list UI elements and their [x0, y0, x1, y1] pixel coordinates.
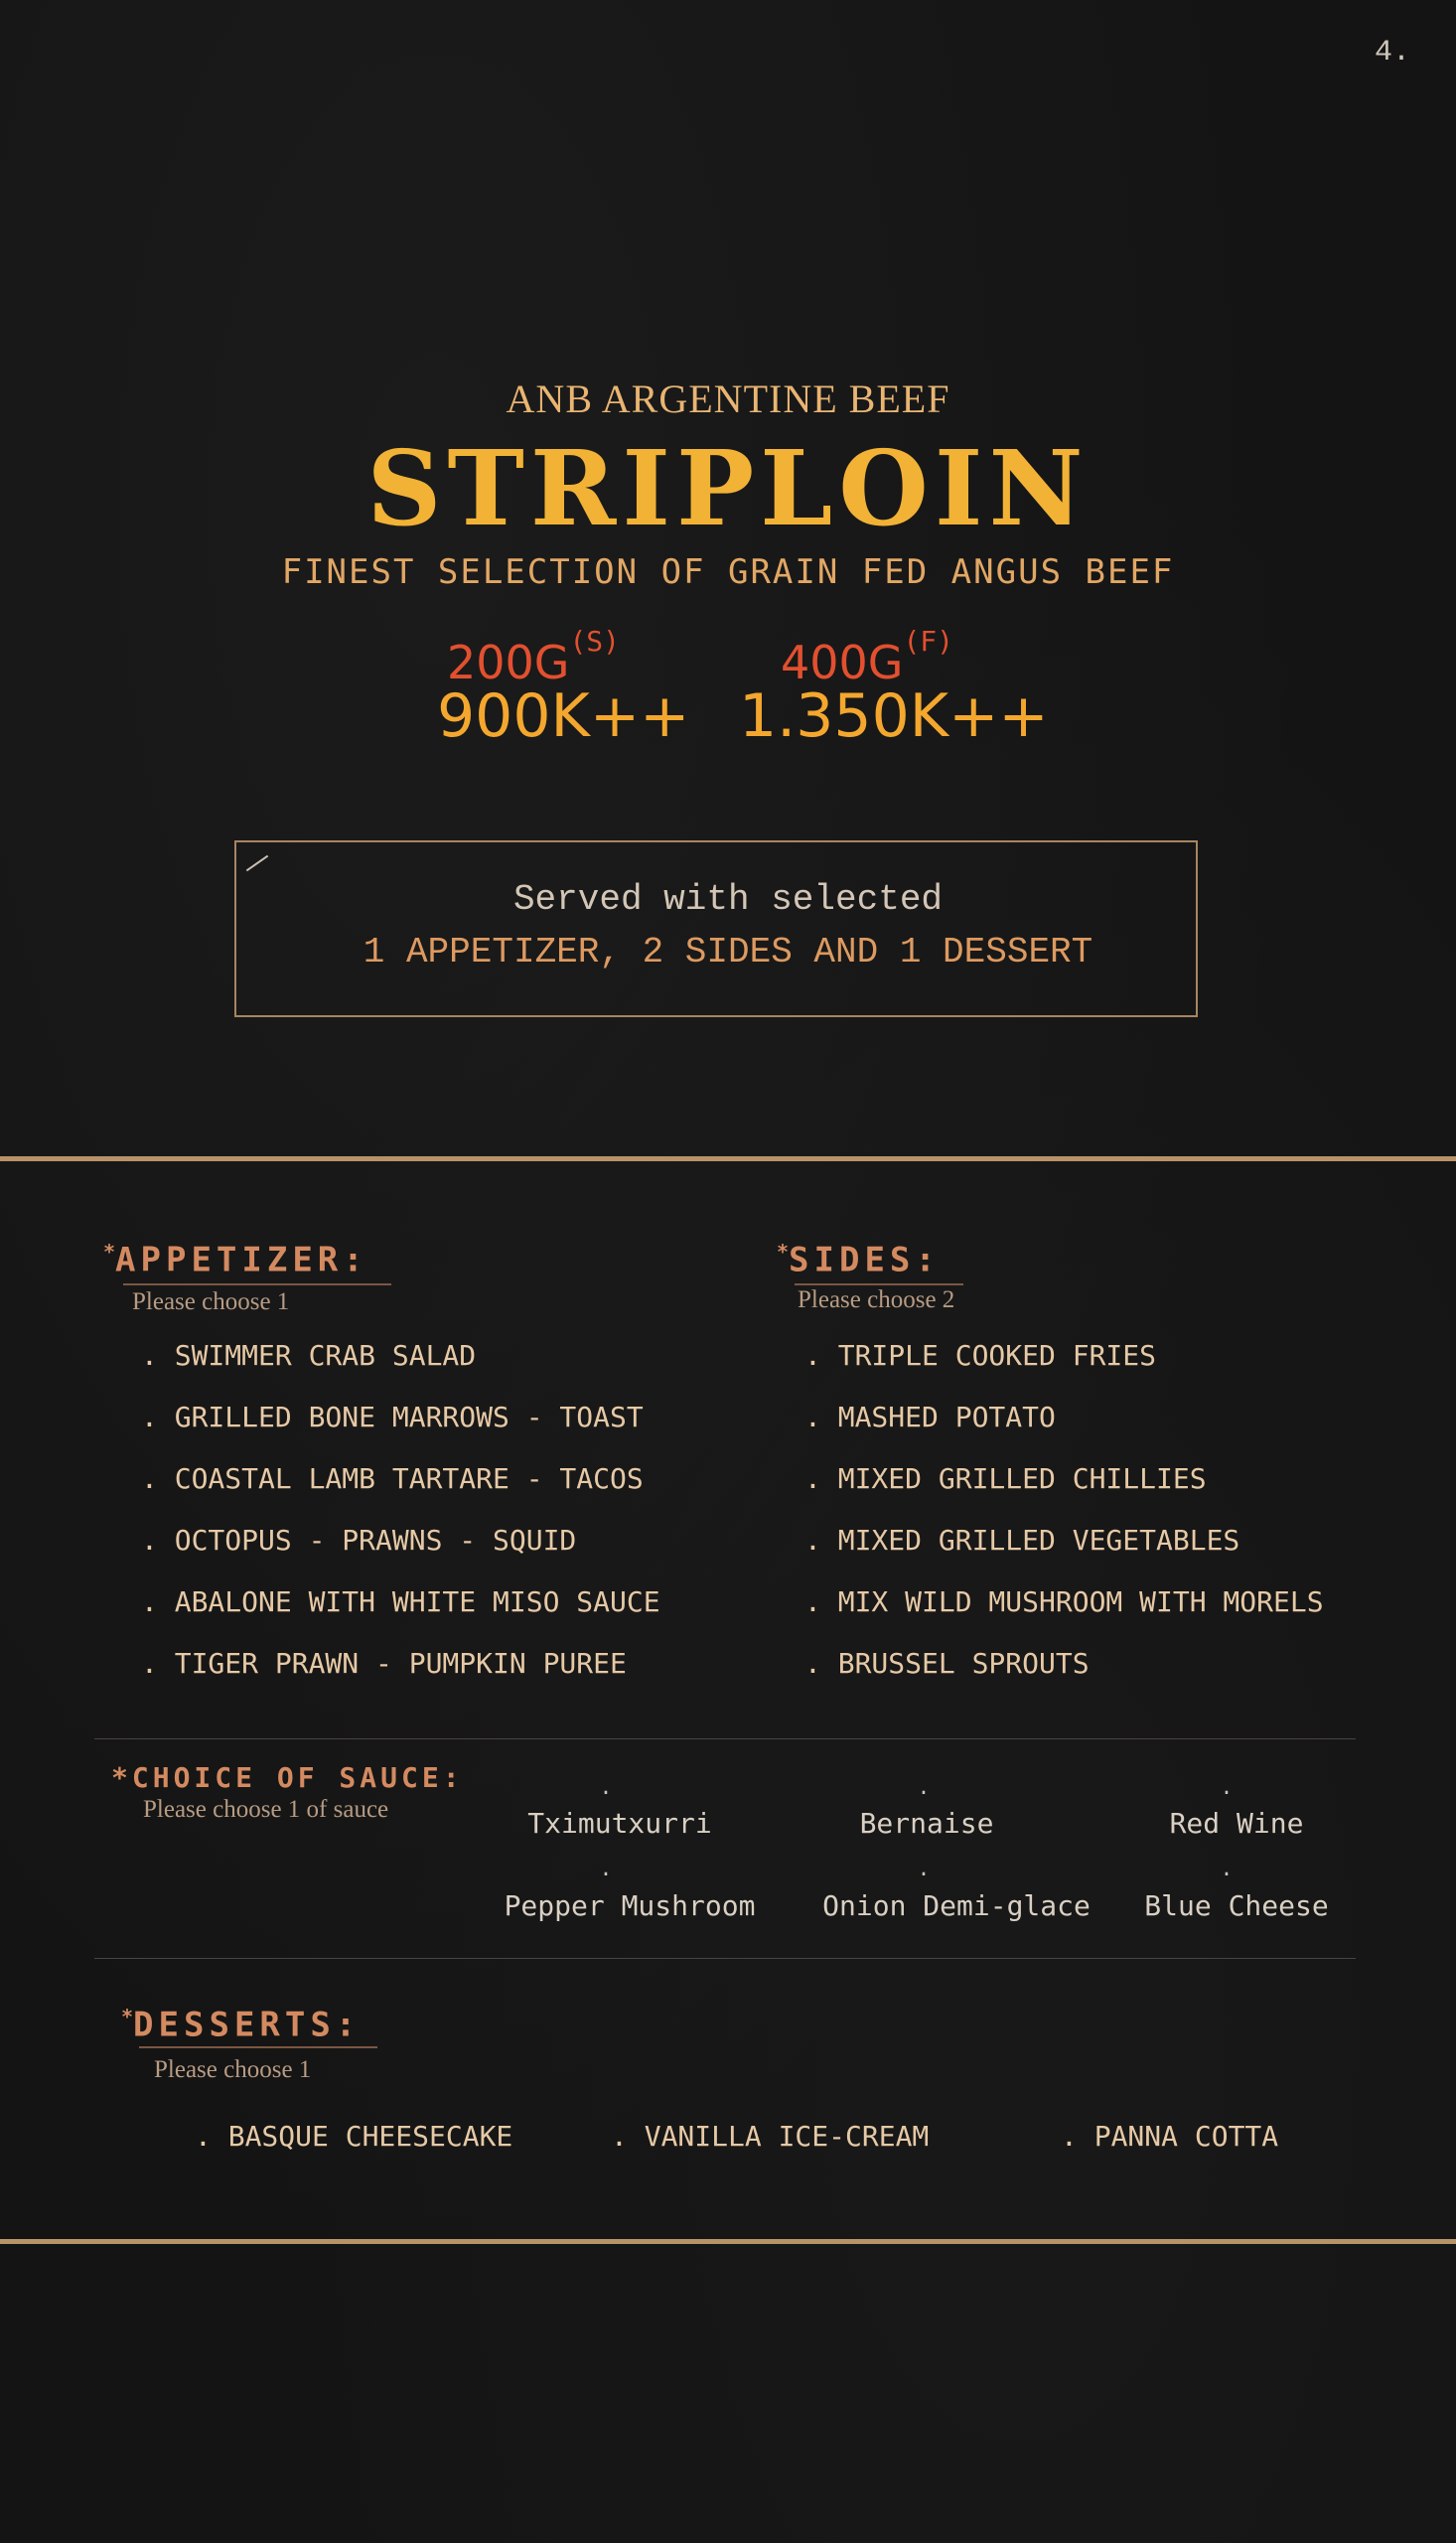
price-value: 900K++ [437, 681, 690, 751]
sauce-option: Tximutxurri [527, 1807, 712, 1840]
list-item: . MASHED POTATO [804, 1401, 1056, 1433]
subtitle: FINEST SELECTION OF GRAIN FED ANGUS BEEF [281, 552, 1175, 592]
desserts-note: Please choose 1 [154, 2056, 312, 2083]
sauce-option: Bernaise [859, 1807, 994, 1840]
sauce-option: Onion Demi-glace [822, 1889, 1091, 1922]
sides-note: Please choose 2 [798, 1286, 955, 1313]
section-divider-top [0, 1156, 1456, 1161]
list-item: . VANILLA ICE-CREAM [611, 2120, 930, 2153]
sauce-heading: *CHOICE OF SAUCE: [111, 1761, 464, 1794]
sauce-dot: . [599, 1858, 613, 1882]
weight-label: 200G [447, 636, 570, 689]
divider-line [94, 1958, 1356, 1959]
section-divider-bottom [0, 2239, 1456, 2244]
list-item: . TRIPLE COOKED FRIES [804, 1339, 1157, 1372]
sauce-dot: . [1220, 1858, 1234, 1882]
list-item: . MIXED GRILLED VEGETABLES [804, 1524, 1240, 1557]
origin-label: ANB ARGENTINE BEEF [506, 376, 950, 421]
weight-label: 400G [781, 636, 904, 689]
served-box [234, 840, 1198, 1017]
sauce-dot: . [917, 1858, 931, 1882]
sides-underline [795, 1283, 963, 1285]
price-full [739, 625, 1079, 751]
served-line-1: Served with selected [512, 879, 944, 920]
appetizer-note: Please choose 1 [132, 1288, 290, 1315]
price-value: 1.350K++ [739, 681, 1049, 751]
list-item: . MIX WILD MUSHROOM WITH MORELS [804, 1585, 1324, 1618]
list-item: . BASQUE CHEESECAKE [195, 2120, 513, 2153]
list-item: . MIXED GRILLED CHILLIES [804, 1462, 1207, 1495]
sauce-option: Red Wine [1169, 1807, 1304, 1840]
list-item: . PANNA COTTA [1061, 2120, 1279, 2153]
desserts-heading: *DESSERTS: [121, 2005, 362, 2045]
sauce-option: Pepper Mushroom [504, 1889, 756, 1922]
divider-line [94, 1738, 1356, 1739]
served-line-2: 1 APPETIZER, 2 SIDES AND 1 DESSERT [363, 932, 1093, 972]
list-item: . GRILLED BONE MARROWS - TOAST [141, 1401, 644, 1433]
page-number: 4. [1374, 36, 1410, 70]
list-item: . SWIMMER CRAB SALAD [141, 1339, 477, 1372]
page-title: STRIPLOIN [366, 427, 1090, 549]
desserts-underline [139, 2046, 377, 2048]
size-label: (S) [569, 625, 621, 658]
appetizer-heading: *APPETIZER: [103, 1240, 368, 1280]
sides-heading: *SIDES: [777, 1240, 941, 1280]
sauce-dot: . [1220, 1776, 1234, 1801]
sauce-note: Please choose 1 of sauce [143, 1796, 389, 1823]
list-item: . ABALONE WITH WHITE MISO SAUCE [141, 1585, 660, 1618]
list-item: . BRUSSEL SPROUTS [804, 1647, 1090, 1680]
sauce-option: Blue Cheese [1144, 1889, 1329, 1922]
list-item: . COASTAL LAMB TARTARE - TACOS [141, 1462, 644, 1495]
appetizer-underline [123, 1283, 391, 1285]
sauce-dot: . [917, 1776, 931, 1801]
list-item: . TIGER PRAWN - PUMPKIN PUREE [141, 1647, 627, 1680]
list-item: . OCTOPUS - PRAWNS - SQUID [141, 1524, 577, 1557]
price-small [437, 625, 695, 751]
sauce-dot: . [599, 1776, 613, 1801]
size-label: (F) [903, 625, 954, 658]
